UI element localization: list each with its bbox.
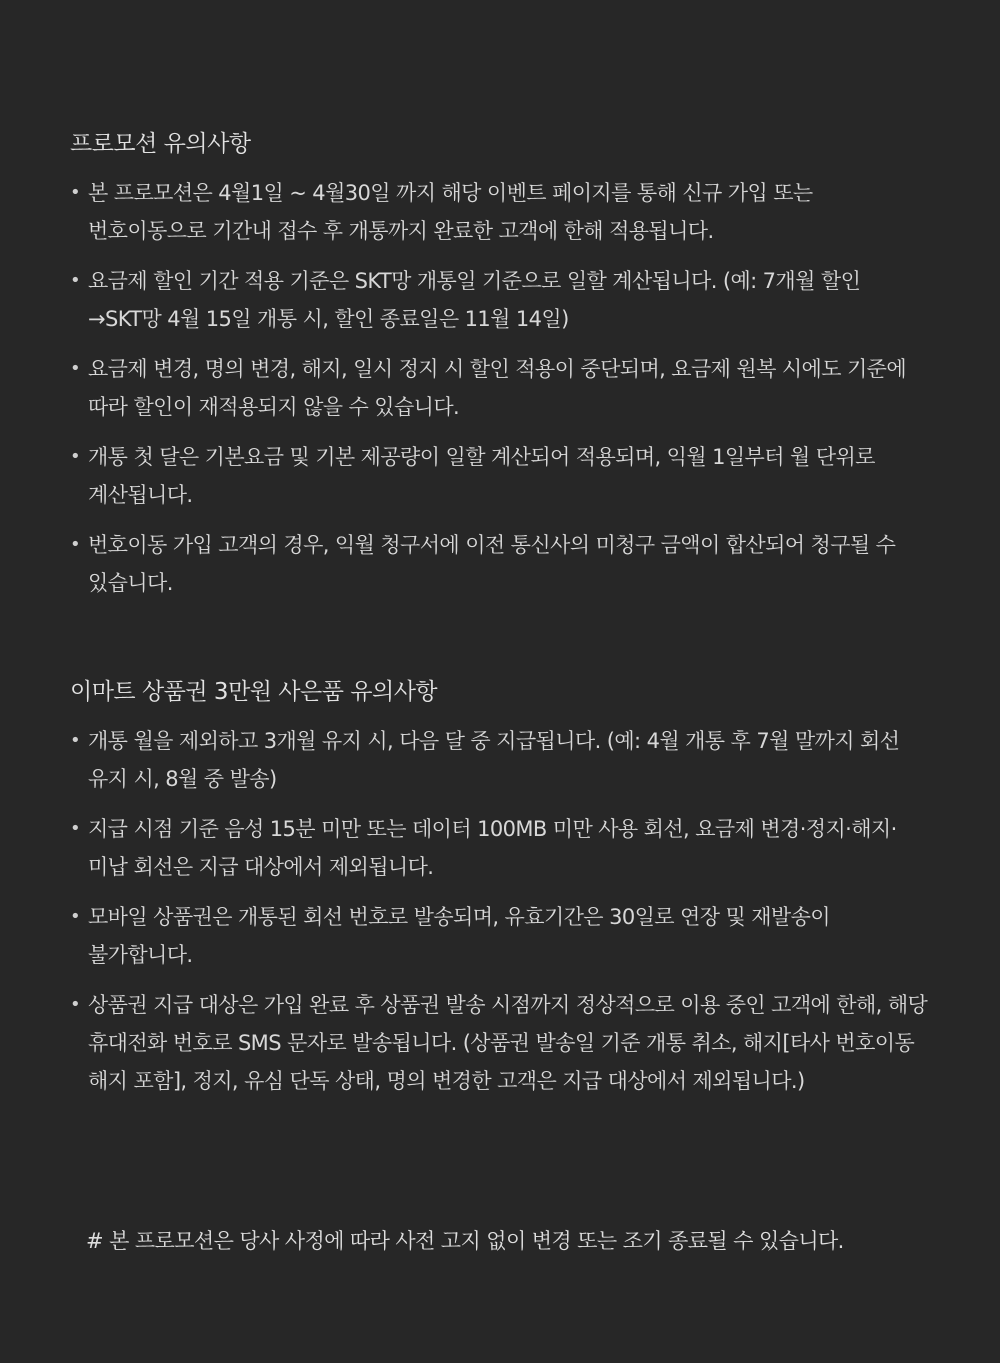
list-item	[70, 810, 930, 886]
list-item	[70, 174, 930, 250]
list-item-text: 요금제 변경, 명의 변경, 해지, 일시 정지 시 할인 적용이 중단되며, 요금제 원복 시에도 기준에 따라 할인이 재적용되지 않을 수 있습니다.	[88, 357, 907, 419]
gift-card-notes-title: 이마트 상품권 3만원 사은품 유의사항	[70, 679, 438, 705]
list-item-text: 개통 첫 달은 기본요금 및 기본 제공량이 일할 계산되어 적용되며, 익월 1일부터 월 단위로 계산됩니다.	[88, 445, 875, 507]
list-item	[70, 526, 930, 602]
list-item	[70, 722, 930, 798]
list-item-text: 요금제 할인 기간 적용 기준은 SKT망 개통일 기준으로 일할 계산됩니다. (예: 7개월 할인→SKT망 4월 15일 개통 시, 할인 종료일은 11월 14일)	[88, 269, 861, 331]
promotion-notes-title: 프로모션 유의사항	[70, 131, 251, 157]
list-item	[70, 898, 930, 974]
list-item-text: 본 프로모션은 4월1일 ~ 4월30일 까지 해당 이벤트 페이지를 통해 신규 가입 또는 번호이동으로 기간내 접수 후 개통까지 완료한 고객에 한해 적용됩니다.	[88, 181, 813, 243]
bullet-icon: •	[70, 534, 81, 555]
bullet-icon: •	[70, 358, 81, 379]
list-item	[70, 262, 930, 338]
bullet-icon: •	[70, 906, 81, 927]
list-item-text: 지급 시점 기준 음성 15분 미만 또는 데이터 100MB 미만 사용 회선, 요금제 변경·정지·해지·미납 회선은 지급 대상에서 제외됩니다.	[88, 817, 897, 879]
promotion-notes-list	[70, 174, 930, 602]
list-item-text: 모바일 상품권은 개통된 회선 번호로 발송되며, 유효기간은 30일로 연장 및 재발송이 불가합니다.	[88, 905, 830, 967]
bullet-icon: •	[70, 730, 81, 751]
bullet-icon: •	[70, 994, 81, 1015]
promotion-notes-section	[70, 0, 930, 602]
bullet-icon: •	[70, 446, 81, 467]
list-item-text: 개통 월을 제외하고 3개월 유지 시, 다음 달 중 지급됩니다. (예: 4월 개통 후 7월 말까지 회선 유지 시, 8월 중 발송)	[88, 729, 900, 791]
footer-disclaimer: # 본 프로모션은 당사 사정에 따라 사전 고지 없이 변경 또는 조기 종료될 수 있습니다.	[86, 1229, 844, 1253]
bullet-icon: •	[70, 270, 81, 291]
bullet-icon: •	[70, 182, 81, 203]
gift-card-notes-section	[70, 614, 930, 1100]
bullet-icon: •	[70, 818, 81, 839]
list-item-text: 상품권 지급 대상은 가입 완료 후 상품권 발송 시점까지 정상적으로 이용 중인 고객에 한해, 해당 휴대전화 번호로 SMS 문자로 발송됩니다. (상품권 발송일 기준 개통 취소, 해지[타사 번호이동 해지 포함], 정지, 유심 단독 상태, 명의 변경한 고객은 지급 대상에서 제외됩니다.)	[88, 993, 928, 1093]
gift-card-notes-list	[70, 722, 930, 1100]
list-item	[70, 986, 930, 1100]
list-item	[70, 438, 930, 514]
list-item	[70, 350, 930, 426]
list-item-text: 번호이동 가입 고객의 경우, 익월 청구서에 이전 통신사의 미청구 금액이 합산되어 청구될 수 있습니다.	[88, 533, 896, 595]
